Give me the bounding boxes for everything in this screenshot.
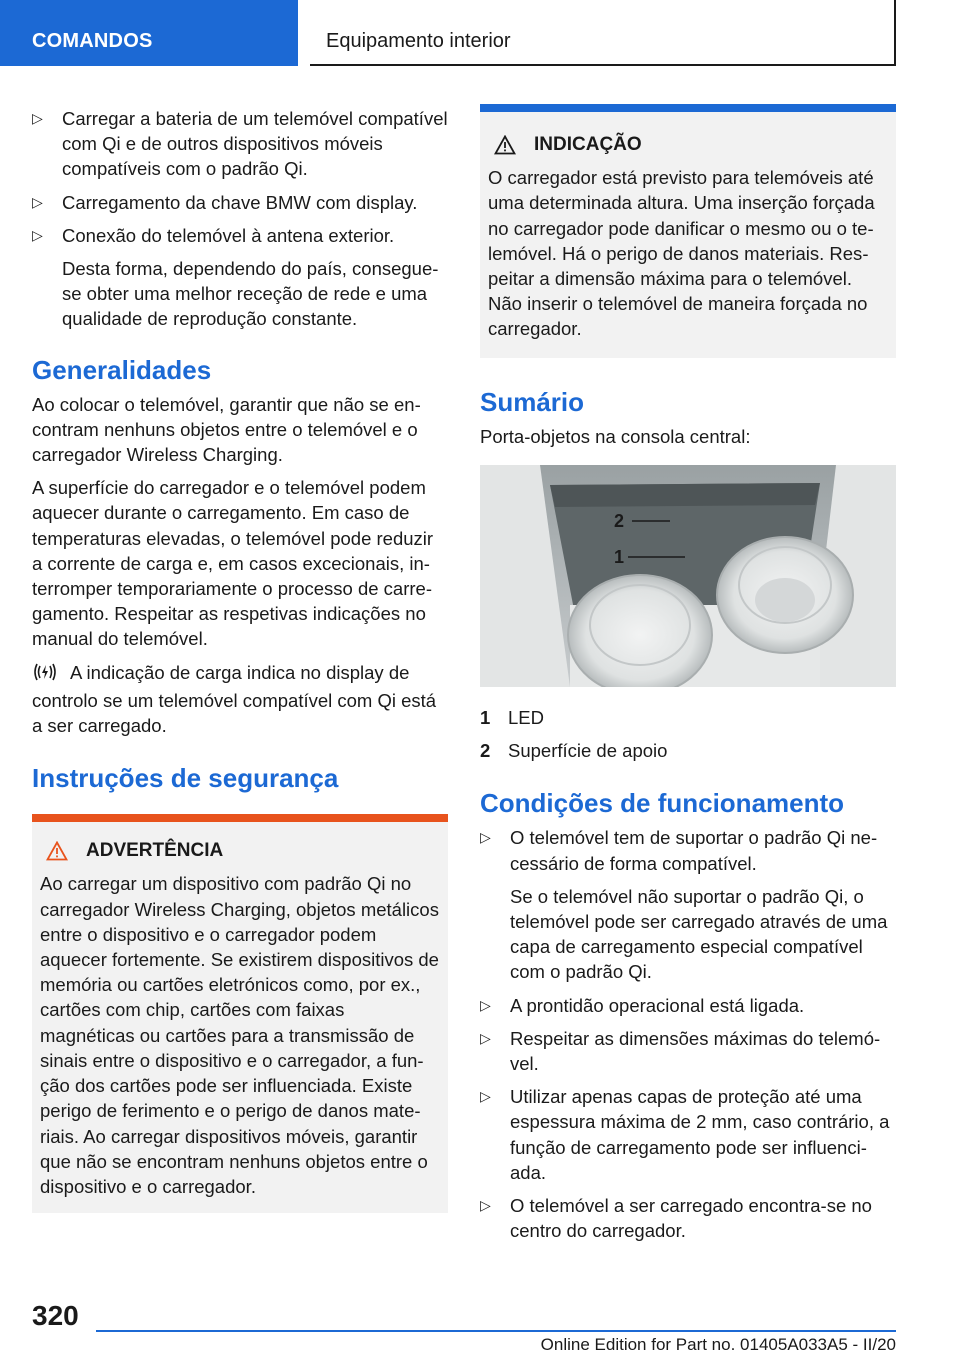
wireless-charging-icon <box>32 662 58 688</box>
triangle-right-icon: ▷ <box>32 226 43 243</box>
warning-title: ADVERTÊNCIA <box>40 838 440 863</box>
list-item: ▷ Carregar a bateria de um telemóvel compatível com Qi e de outros dispositivos móveis compatíveis com o padrão Qi. <box>32 108 448 180</box>
paragraph: Ao colocar o telemóvel, garantir que não se encontram nenhuns objetos entre o telemóvel e o carregador Wireless Charging. <box>32 393 421 466</box>
chapter-header <box>310 0 896 66</box>
triangle-right-icon: ▷ <box>32 193 43 210</box>
legend-item: 1 LED <box>480 707 544 729</box>
list-item: ▷ Carregamento da chave BMW com display. <box>32 190 448 215</box>
list-item: ▷ O telemóvel a ser carregado encontra-se no centro do carregador. <box>480 1195 872 1242</box>
warning-triangle-icon <box>494 135 516 155</box>
section-title: COMANDOS <box>32 30 153 52</box>
photo-label-1: 1 <box>614 546 625 567</box>
triangle-right-icon: ▷ <box>32 110 43 126</box>
right-column <box>480 104 896 1251</box>
list-item: ▷ O telemóvel tem de suportar o padrão Qi necessário de forma compatível. <box>480 827 878 874</box>
note-title: INDICAÇÃO <box>488 132 888 157</box>
sub-paragraph: Se o telemóvel não suportar o padrão Qi, o telemóvel pode ser carregado através de uma capa de carregamento especial compatível com o padrão Qi. <box>510 885 888 983</box>
triangle-right-icon: ▷ <box>480 829 491 846</box>
triangle-right-icon: ▷ <box>480 996 491 1013</box>
chapter-title: Equipamento interior <box>326 30 511 52</box>
list-item: ▷ Respeitar as dimensões máximas do telemóvel. <box>480 1027 881 1075</box>
paragraph: Porta-objetos na consola central: <box>480 425 751 447</box>
note-text: O carregador está previsto para telemóveis até uma determinada altura. Uma inserção forçada no carregador pode danificar o mesmo ou o telemóvel. Há o perigo de danos materiais. Respeitar a dimensão máxima para o telemóvel. Não inserir o telemóvel de maneira forçada no carregador. <box>488 167 875 340</box>
sumario-heading: Sumário <box>480 386 585 417</box>
section-tab <box>0 0 298 66</box>
list-item: ▷ A prontidão operacional está ligada. <box>480 993 896 1018</box>
legend-item: 2 Superfície de apoio <box>480 740 668 762</box>
footer-edition: Online Edition for Part no. 01405A033A5 - II/20 <box>540 1335 896 1354</box>
warning-box <box>32 814 448 1213</box>
generalidades-heading: Generalidades <box>32 354 212 385</box>
paragraph: A superfície do carregador e o telemóvel podem aquecer durante o carregamento. Em caso de temperaturas elevadas, o telemóvel pode reduzir a corrente de carga e, em casos excecionais, interromper temporariamente o processo de carregamento. Respeitar as respetivas indicações no manual do telemóvel. <box>32 477 434 650</box>
note-box <box>480 104 896 358</box>
triangle-right-icon: ▷ <box>480 1197 491 1214</box>
photo-label-2: 2 <box>614 510 625 531</box>
paragraph: A indicação de carga indica no display de controlo se um telemóvel compatível com Qi está a ser carregado. <box>32 661 437 737</box>
left-column <box>32 100 448 1213</box>
antenna-note: Desta forma, dependendo do país, consegue-se obter uma melhor receção de rede e uma qualidade de reprodução constante. <box>62 258 439 330</box>
page-number: 320 <box>32 1300 79 1331</box>
triangle-right-icon: ▷ <box>480 1088 491 1105</box>
list-item: ▷ Conexão do telemóvel à antena exterior. <box>32 223 448 248</box>
triangle-right-icon: ▷ <box>480 1029 491 1046</box>
seguranca-heading: Instruções de segurança <box>32 763 339 794</box>
console-photo <box>480 465 896 687</box>
footer-divider <box>96 1330 896 1332</box>
warning-text: Ao carregar um dispositivo com padrão Qi no carregador Wireless Charging, objetos metálicos entre o dispositivo e o carregador podem aquecer fortemente. Se existirem dispositivos de memória ou cartões eletrónicos como, por ex., cartões com chip, cartões com faixas magnéticas ou cartões para a transmissão de sinais entre o dispositivo e o carregador, a função dos cartões pode ser influenciada. Existe perigo de ferimento e o perigo de danos materiais. Ao carregar dispositivos móveis, garantir que não se encontram nenhuns objetos entre o dispositivo e o carregador. <box>40 873 439 1197</box>
condicoes-heading: Condições de funcionamento <box>480 788 845 819</box>
list-item: ▷ Utilizar apenas capas de proteção até uma espessura máxima de 2 mm, caso contrário, a função de carregamento pode ser influenciada. <box>480 1086 890 1183</box>
warning-triangle-icon <box>46 841 68 861</box>
